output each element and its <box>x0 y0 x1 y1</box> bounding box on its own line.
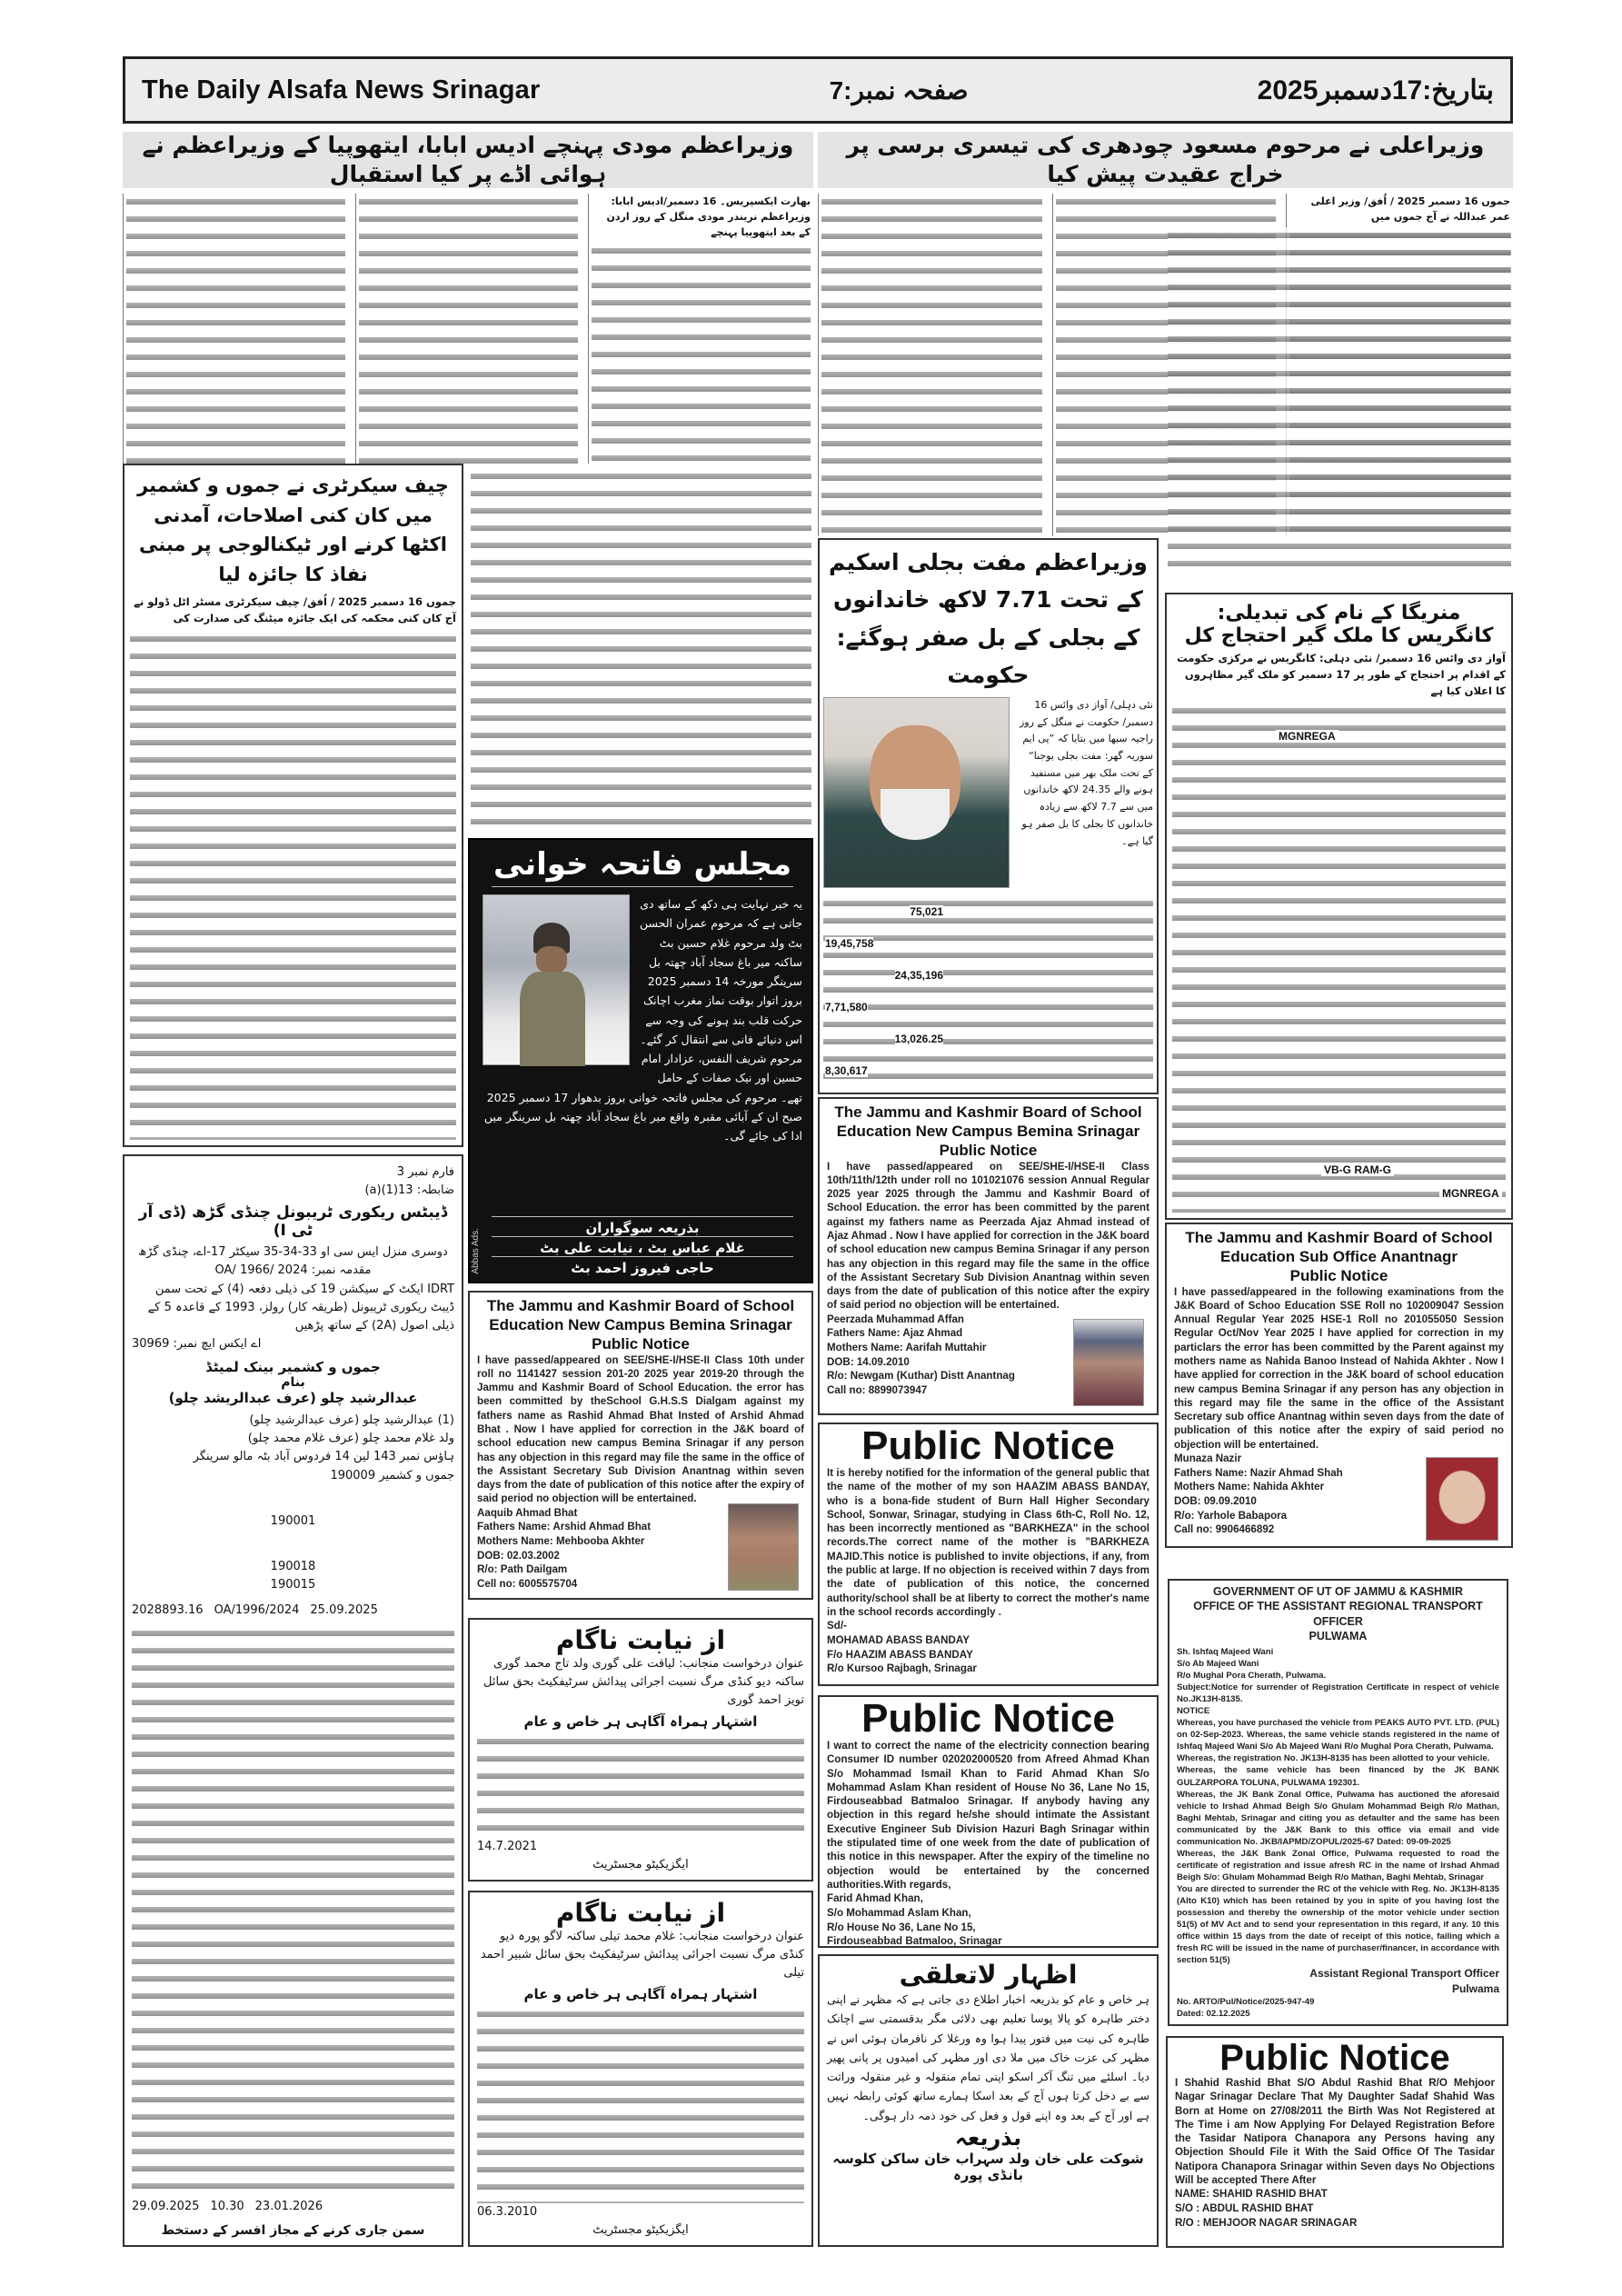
signature-line: Aaquib Ahmad Bhat <box>477 1506 578 1519</box>
notice-signature: ایگزیکیٹو مجسٹریٹ <box>592 2222 689 2237</box>
article-chief-secretary <box>123 464 463 1147</box>
figure-value: 75,021 <box>910 904 943 918</box>
headline: منریگا کے نام کی تبدیلی: کانگریس کا ملک گیر احتجاج کل <box>1184 602 1494 647</box>
notice-paragraph: You are directed to surrender the RC of the vehicle with Reg. No. JK13H-8135 (Alto K10) which has been retained by you in spite of you having lost the possession and thereby the ownership of the motor vehicle under section 51(5) of MV Act and to send your representation in this regard, if any. 10 this office within 15 days from the date of receipt of this notice, failing which a fresh RC will be issued in the name of purchaser/financer, in accordance with section 51(5) <box>1177 1883 1499 1966</box>
tag-mgnrega: MGNREGA <box>1439 1187 1502 1200</box>
signature-line: S/O : ABDUL RASHID BHAT <box>1175 2202 1314 2215</box>
signature-line: R/O : MEHJOOR NAGAR SRINAGAR <box>1175 2216 1358 2229</box>
signature-line: Farid Ahmad Khan, <box>827 1892 923 1905</box>
figure-value: 8,30,617 <box>825 1064 868 1078</box>
notice-paragraph: Whereas, the same vehicle has been financed by the JK BANK GULZARPORA TOLUNA, PULWAMA 192301. <box>1177 1765 1499 1788</box>
defendant-line: ہاؤس نمبر 143 لین 14 فردوس آباد بٹہ مالو سرینگر <box>193 1450 454 1464</box>
notice-electricity <box>818 1695 1159 1948</box>
figure-value: 7,71,580 <box>825 1001 868 1014</box>
plaintiff: جموں و کشمیر بینک لمیٹڈ <box>205 1359 381 1376</box>
notice-date: 06.3.2010 <box>477 2204 538 2219</box>
tag-vbgramg: VB-G RAM-G <box>1321 1163 1394 1176</box>
figure-value: 19,45,758 <box>825 936 874 950</box>
notice-title: Public Notice <box>1219 2038 1450 2078</box>
notice-body: I Shahid Rashid Bhat S/O Abdul Rashid Bhat R/O Mehjoor Nagar Srinagar Declare That My Daughter Sadaf Shahid Was Born at Home on 27/08/2011 the Birth Was Not Registered at The Time i am Now Applying For Delayed Registration Before the Tasidar Natipora Chanapora any Persons having any Objection Should File it With the Said Office Of The Tasidar Natipora Chanapora Srinagar within Seven days No Objections Will be accepted There After <box>1175 2077 1495 2187</box>
signature-line: Fathers Name: Nazir Ahmad Shah <box>1174 1466 1343 1479</box>
pm-modi-photo <box>823 697 1010 888</box>
notice-by: بذریعہ <box>954 2124 1022 2151</box>
notice-title: اظہار لاتعلقی <box>899 1960 1078 1990</box>
addressee: S/o Ab Majeed Wani <box>1177 1659 1259 1670</box>
notice-date: 14.7.2021 <box>477 1839 538 1853</box>
pin-code: 190018 <box>270 1559 316 1573</box>
subject: Subject:Notice for surrender of Registration Certificate in respect of vehicle No.JK13H-8135. <box>1177 1682 1499 1705</box>
notice-subtitle: Public Notice <box>939 1141 1038 1159</box>
article-body-text <box>1172 703 1506 1213</box>
signature-line: R/o Kursoo Rajbagh, Srinagar <box>827 1662 977 1675</box>
article-body-text <box>130 631 456 1140</box>
signature-line: DOB: 09.09.2010 <box>1174 1494 1257 1507</box>
signature-line: R/o: Yarhole Babapora <box>1174 1509 1288 1522</box>
act-reference: IDRT ایکٹ کے سیکشن 19 کی ذیلی دفعہ (4) کے تحت سمن ڈیبٹ ریکوری ٹریبونل (طریقہ کار) رولز، 1993 کے قاعدہ 5 کے ذیلی اصول (2A) کے ساتھ پڑھیں <box>147 1282 454 1333</box>
article-pm-free-electricity <box>818 538 1159 1094</box>
article-lead: آواز دی وائس 16 دسمبر/ نئی دہلی: کانگریس نے مرکزی حکومت کے اقدام پر احتجاج کے طور پر 17 دسمبر کو ملک گیر مظاہروں کا اعلان کیا ہے <box>1177 652 1506 697</box>
hearing-date: 23.01.2026 <box>254 2199 323 2213</box>
notice-banday <box>818 1423 1159 1686</box>
article-body-text <box>821 194 1042 536</box>
notice-jkbose-munaza <box>1165 1223 1513 1548</box>
signature-line: Peerzada Muhammad Affan <box>827 1313 964 1325</box>
obituary-title: مجلس فاتحہ خوانی <box>493 846 792 883</box>
amount: 2028893.16 <box>132 1603 204 1618</box>
headline: وزیراعلی نے مرحوم مسعود چودھری کی تیسری برسی پر خراج عقیدت پیش کیا <box>818 132 1513 188</box>
notice-subheading: اشتہار ہمراہ آگاہی ہر خاص و عام <box>523 1713 758 1731</box>
notice-dates <box>132 1602 454 1620</box>
notice-title: The Jammu and Kashmir Board of School Education New Campus Bemina Srinagar <box>486 1297 795 1334</box>
figure-value: 24,35,196 <box>894 968 943 982</box>
notice-subtitle: Public Notice <box>1289 1266 1388 1284</box>
article-modi-ethiopia <box>123 132 813 464</box>
obituary-text: یہ خبر نہایت ہی دکھ کے ساتھ دی جاتی ہے کہ مرحوم عمران الحسن بٹ ولد مرحوم غلام حسین بٹ ساکنہ میر باغ سجاد آباد چھتہ بل سرینگر مورخہ 14 دسمبر 2025 بروز اتوار بوقت نماز مغرب اچانک حرکت قلب بند ہونے کی وجہ سے اس دنیائے فانی سے انتقال کر گئے۔ مرحوم شریف النفس، عزادار امام حسین اور نیک صفات کے حامل تھے۔ مرحوم کی مجلس فاتحہ خوانی بروز بدھوار 17 دسمبر 2025 صبح ان کے آبائی مقبرہ واقع میر باغ سجاد آباد چھتہ بل سرینگر میں ادا کی جائے گی۔ <box>483 897 802 1143</box>
notice-label: NOTICE <box>1177 1706 1210 1717</box>
notice-title: The Jammu and Kashmir Board of School Education New Campus Bemina Srinagar <box>834 1103 1142 1141</box>
case-number: مقدمہ نمبر: OA/ 1966/ 2024 <box>214 1263 372 1278</box>
signature-line: R/o: Path Dailgam <box>477 1563 568 1576</box>
notice-izhar-la-taluqi <box>818 1954 1159 2247</box>
article-lead: نئی دہلی/ آواز دی وائس 16 دسمبر/ حکومت نے منگل کے روز راجیہ سبھا میں بتایا کہ ”پی ایم سوریہ گھر: مفت بجلی یوجنا“ کے تحت ملک بھر میں مستفید ہونے والے 24.35 لاکھ خاندانوں میں سے 7.7 لاکھ سے زیادہ خاندانوں کا بجلی کا بل صفر ہو گیا ہے۔ <box>1019 699 1153 847</box>
applicant-photo <box>1426 1457 1498 1541</box>
case-ref: OA/1996/2024 <box>214 1603 300 1618</box>
deceased-photo <box>483 894 630 1065</box>
signature-line: S/o Mohammad Aslam Khan, <box>827 1906 971 1919</box>
hearing-time: 10.30 <box>210 2199 244 2213</box>
headline: وزیراعظم مودی پہنچے ادیس ابابا، ایتھوپیا کے وزیراعظم نے ہوائی اڈے پر کیا استقبال <box>123 132 813 188</box>
mourner-names: غلام عباس بٹ ، نیابت علی بٹ <box>492 1236 793 1256</box>
mourner-names: حاجی فیروز احمد بٹ <box>492 1256 793 1276</box>
pin-code: 190015 <box>270 1577 316 1592</box>
notice-shahid <box>1166 2036 1504 2248</box>
notice-office: OFFICE OF THE ASSISTANT REGIONAL TRANSPORT OFFICER <box>1193 1600 1483 1628</box>
applicant-photo <box>1073 1319 1144 1406</box>
signing-officer: Assistant Regional Transport Officer <box>1309 1967 1499 1981</box>
reference-date: Dated: 02.12.2025 <box>1177 2008 1250 2019</box>
notice-district: PULWAMA <box>1309 1629 1368 1642</box>
obituary-by: بذریعہ سوگواران <box>492 1216 793 1236</box>
notice-title: از نیابت ناگام <box>555 1898 726 1928</box>
notice-jkbose-aaquib <box>468 1291 813 1600</box>
notice-subheading: اشتہار ہمراہ آگاہی ہر خاص و عام <box>523 1986 758 2003</box>
signature-line: MOHAMAD ABASS BANDAY <box>827 1633 970 1646</box>
signature-line: Fathers Name: Arshid Ahmad Bhat <box>477 1521 652 1533</box>
article-lead: جموں 16 دسمبر 2025 / اُفق/ چیف سیکرٹری مسٹر اٹل ڈولو نے آج کان کنی محکمہ کی ایک جائزہ میٹنگ کی صدارت کی <box>134 595 456 624</box>
obituary-fatiha-ad <box>468 838 813 1283</box>
notice-signature: ایگزیکیٹو مجسٹریٹ <box>592 1857 689 1872</box>
notice-niabat-nagam-2 <box>468 1891 813 2247</box>
notice-title: GOVERNMENT OF UT OF JAMMU & KASHMIR <box>1213 1585 1463 1598</box>
notice-subject: عنوان درخواست منجانب: لیاقت علی گوری ولد تاج محمد گوری ساکنہ دیو کنڈی مرگ نسبت اجرائی پیدائش سرٹیفکیٹ بحق سائل تویز احمد گوری <box>483 1657 804 1708</box>
issue-date: 29.09.2025 <box>132 2199 200 2213</box>
addressee: R/o Mughal Pora Cherath, Pulwama. <box>1177 1671 1327 1682</box>
notice-body: I have passed/appeared in the following examinations from the J&K Board of Schoo Education SSE Roll no 102009047 Session Annual Regular Year 2025 HSE-1 Roll no 201055050 Session Regular Oct/Nov Year 2025 I have applied for correction in my particlars the error has been committed by the Parent against my mothers name as Nahida Banoo Instead of Nahida Akhter . Now I have applied for correction in the J&K board of school education new campus Bemina Srinagar if any person has any objection in this regard may file the same in the office of the Assistant Secretary sub office Anantnag within seven days from the date of publication of this notice after the expiry of said period no objection will be entertained. <box>1174 1285 1504 1451</box>
signature-line: R/o House No 36, Lane No 15, <box>827 1921 976 1933</box>
article-body-text <box>126 194 345 464</box>
article-continuation-text <box>1168 227 1511 577</box>
notice-title: Public Notice <box>861 1696 1115 1741</box>
notice-arto-pulwama <box>1168 1579 1508 2026</box>
notice-body-text <box>477 1733 804 1837</box>
signature-line: DOB: 14.09.2010 <box>827 1355 910 1368</box>
agency-credit: Abbas Ads. <box>471 1228 481 1274</box>
notice-paragraphs <box>1177 1717 1499 1966</box>
newspaper-title: The Daily Alsafa News Srinagar <box>142 75 541 105</box>
signature-line: Mothers Name: Mehbooba Akhter <box>477 1535 645 1548</box>
article-continuation-text <box>471 468 811 832</box>
hearing-details <box>132 2198 454 2216</box>
notice-body-text <box>477 2006 804 2202</box>
issue-date: بتاریخ:17دسمبر2025 <box>1257 75 1494 105</box>
signature-line: Call no: 9906466892 <box>1174 1523 1275 1536</box>
signing-officer: سمن جاری کرنے کے مجاز افسر کے دستخط <box>161 2223 425 2238</box>
article-mgnrega <box>1165 593 1513 1220</box>
notice-paragraph: Whereas, you have purchased the vehicle from PEAKS AUTO PVT. LTD. (PUL) on 02-Sep-2023. Whereas, the same vehicle stands registered in the name of Ishfaq Majeed Wani S/o Ab Majeed Wani R/o Mughal Pora Cherath, Pulwama. <box>1177 1718 1499 1752</box>
headline: چیف سیکرٹری نے جموں و کشمیر میں کان کنی اصلاحات، آمدنی اکٹھا کرنے اور ٹیکنالوجی پر مبنی نفاذ کا جائزہ لیا <box>137 474 449 585</box>
notice-niabat-nagam-1 <box>468 1618 813 1882</box>
signature-line: Sd/- <box>827 1620 847 1632</box>
rule-number: ضابطہ: 13(1)(a) <box>364 1183 454 1198</box>
versus: بنام <box>281 1375 305 1391</box>
notice-body: I have passed/appeared on SEE/SHE-I/HSE-II Class 10th under roll no 1141427 session 201-20 2025 year 2019-20 through the Jammu and Kashmir Board of School Education. the error has been committed by theSchool G.H.S.S Dialgam against my fathers name as Rashid Ahmad Bhat Insted of Arshid Ahmad Bhat . Now I have applied for correction in the J&K board of school education new campus Bemina Srinagar if any person has any objection in this regard may file the same in the office of the Assistant Secretary Sub Division Anantnag within seven days from the date of publication of this notice after the expiry of said period no objection will be entertained. <box>477 1353 804 1505</box>
notice-jkbose-affan <box>818 1097 1159 1415</box>
signature-line: Munaza Nazir <box>1174 1452 1242 1465</box>
court-address: دوسری منزل ایس سی او 33-34-35 سیکٹر 17-اے، چنڈی گڑھ <box>138 1245 448 1260</box>
court-name: ڈیبٹس ریکوری ٹریبونل چنڈی گڑھ (ڈی آر ٹی I) <box>138 1203 448 1241</box>
signature-line: Mothers Name: Nahida Akhter <box>1174 1481 1325 1493</box>
signature-line: NAME: SHAHID RASHID BHAT <box>1175 2188 1328 2201</box>
notice-body: I have passed/appeared on SEE/SHE-I/HSE-II Class 10th/11th/12th under roll no 101021076 session Annual Regular 2025 year 2025 through the Jammu and Kashmir Board of School Education. the error has been committed by the parent against my fathers name as Peerzada Ajaz Ahmad instead of Ajaz Ahmad . Now I have applied for correction in the J&K board of school education new campus Bemina Srinagar if any person has any objection in this regard may file the same in the office of the Assistant Secretary Sub Division Anantnag within seven days from the date of publication of this notice after the expiry of said period no objection will be entertained. <box>827 1160 1149 1312</box>
notice-subject: عنوان درخواست منجانب: غلام محمد تیلی ساکنہ لاگو پورہ دیو کنڈی مرگ نسبت اجرائی پیدائش سرٹیفکیٹ بحق سائل شبیر احمد تیلی <box>480 1930 804 1981</box>
article-lead: بھارت ایکسپریس۔ 16 دسمبر/ادیس ابابا: وزیراعظم نریندر مودی منگل کے روز اردن کے بعد ایتھوپیا پہنچے <box>606 195 811 239</box>
masthead <box>123 56 1513 124</box>
figure-value: 13,026.25 <box>894 1033 943 1046</box>
tag-mgnrega: MGNREGA <box>1276 730 1338 743</box>
pin-code: 190001 <box>270 1513 316 1528</box>
notice-body: ہر خاص و عام کو بذریعہ اخبار اطلاع دی جاتی ہے کہ مظہر نے اپنی دختر طاہرہ کو پالا پوسا تعلیم بھی دلائی مگر بدقسمتی سے اچانک طاہرہ کی نیت میں فتور پیدا ہوا وہ ورغلا کر نافرمان ہوئی اس نے مظہر کی عزت خاک میں ملا دی اور مظہر کی امیدوں پر پانی پھیر دیا۔ اسلئے میں تنگ آکر اسکو اپنی تمام منقولہ و غیر منقولہ وراثت سے بے دخل کرتا ہوں آج کے بعد اسکا ہمارے ساتھ کوئی رابطہ نہیں ہے اور آج کے بعد وہ اپنے قول و فعل کی خود ذمہ دار ہوگی۔ <box>827 1992 1149 2122</box>
signature-line: Mothers Name: Aarifah Muttahir <box>827 1342 987 1354</box>
notice-paragraph: Whereas, the registration No. JK13H-8135 has been allotted to your vehicle. <box>1177 1753 1490 1764</box>
defendant-line: ولد غلام محمد چلو (عرف غلام محمد چلو) <box>247 1432 454 1446</box>
notice-body: I want to correct the name of the electricity connection bearing Consumer ID number 020202000520 from Afreed Ahmad Khan S/o Mohammad Ismail Khan to Farid Ahmad Khan S/o Mohammad Aslam Khan resident of House No 36, Lane No 15, Firdouseabbad Batmaloo Srinagar. If anybody having any objection in this regard he/she should intimate the Assistant Executive Engineer Sub Division Hazuri Bagh Srinagar within the stipulated time of one week from the date of publication of this notice in this newspaper. After the expiry of the timeline no objection would be entertained by the concerned authorities.With regards, <box>827 1740 1149 1891</box>
notice-body-text <box>132 1625 454 2198</box>
notice-paragraph: Whereas, the JK Bank Zonal Office, Pulwama has auctioned the aforesaid vehicle to Irshad Ahmad Beigh S/o Ghulam Mohammad Beigh R/o Mathan, Baghi Mehtab, Srinagar and citing you as defaulter and the same has been communicated by the J&K Bank to this office via email and vide communication No. JKB/IAPMD/ZOPUL/2025-67 Dated: 09-09-2025 <box>1177 1789 1499 1847</box>
form-number: فارم نمبر 3 <box>396 1165 454 1179</box>
defendant-line: (1) عبدالرشید چلو (عرف عبدالرشید چلو) <box>249 1413 454 1428</box>
notice-body: It is hereby notified for the information of the general public that the name of the mother of my son HAAZIM ABASS BANDAY, who is a bona-fide student of Burn Hall Higher Secondary School, Sonwar, Srinagar, studying in Class 6th-C, Roll No. 12, has been incorrectly mentioned as "BARKHEZA" in the school records.The correct name of the mother is "BARKHEZA MAJID.This notice is published to invite objections, if any, from the public at large. If no objection is received within 7 days from the date of publication of this notice, the concerned authority/school shall be at liberty to correct the mother's name in the school records accordingly . <box>827 1467 1149 1618</box>
signature-line: Cell no: 6005575704 <box>477 1577 578 1590</box>
defendant: عبدالرشید چلو (عرف عبدالریشد چلو) <box>168 1390 418 1407</box>
notice-subtitle: Public Notice <box>592 1334 690 1353</box>
notice-signature <box>1175 2187 1495 2230</box>
notice-signature <box>827 1619 1149 1676</box>
notice-drt-summons <box>123 1154 463 2247</box>
notice-paragraph: Whereas, the J&K Bank Zonal Office, Pulwama requested to road the certificate of registration and issue afresh RC in the name of Irshad Ahmad Beigh S/o: Ghulam Mohammad Beigh R/o Mathan, Baghi Mehtab, Srinagar <box>1177 1848 1499 1882</box>
notice-title: Public Notice <box>861 1423 1115 1468</box>
notice-signature <box>827 1892 1149 1948</box>
article-body-text <box>592 243 811 464</box>
notice-title: The Jammu and Kashmir Board of School Education Sub Office Anantnagr <box>1185 1229 1493 1266</box>
defendant-line: جموں و کشمیر 190009 <box>330 1468 454 1482</box>
date-text: 25.09.2025 <box>310 1603 378 1618</box>
signature-line: Firdouseabbad Batmaloo, Srinagar <box>827 1935 1002 1948</box>
figures <box>825 895 943 1087</box>
applicant-photo <box>728 1503 799 1591</box>
article-body-text <box>359 194 578 464</box>
signature-line: R/o: Newgam (Kuthar) Distt Anantnag <box>827 1370 1015 1383</box>
signature-line: F/o HAAZIM ABASS BANDAY <box>827 1648 973 1661</box>
article-lead: جموں 16 دسمبر 2025 / اُفق/ وزیر اعلی عمر عبداللہ نے آج جموں میں <box>1310 195 1510 224</box>
reference-number: No. ARTO/Pul/Notice/2025-947-49 <box>1177 1996 1315 2007</box>
exhibit-number: اے ایکس ایچ نمبر: 30969 <box>132 1336 262 1351</box>
signature-line: Fathers Name: Ajaz Ahmad <box>827 1327 963 1340</box>
headline: وزیراعظم مفت بجلی اسکیم کے تحت 7.71 لاکھ خاندانوں کے بجلی کے بل صفر ہوگئے: حکومت <box>829 549 1148 688</box>
signing-district: Pulwama <box>1451 1982 1499 1995</box>
signature-line: DOB: 02.03.2002 <box>477 1549 560 1562</box>
notice-name: شوکت علی خان ولد سہراب خان ساکن کلوسہ بانڈی پورہ <box>832 2150 1144 2183</box>
notice-title: از نیابت ناگام <box>555 1625 726 1655</box>
signature-line: Call no: 8899073947 <box>827 1383 928 1396</box>
addressee: Sh. Ishfaq Majeed Wani <box>1177 1647 1274 1657</box>
page-number: صفحہ نمبر:7 <box>829 75 969 105</box>
